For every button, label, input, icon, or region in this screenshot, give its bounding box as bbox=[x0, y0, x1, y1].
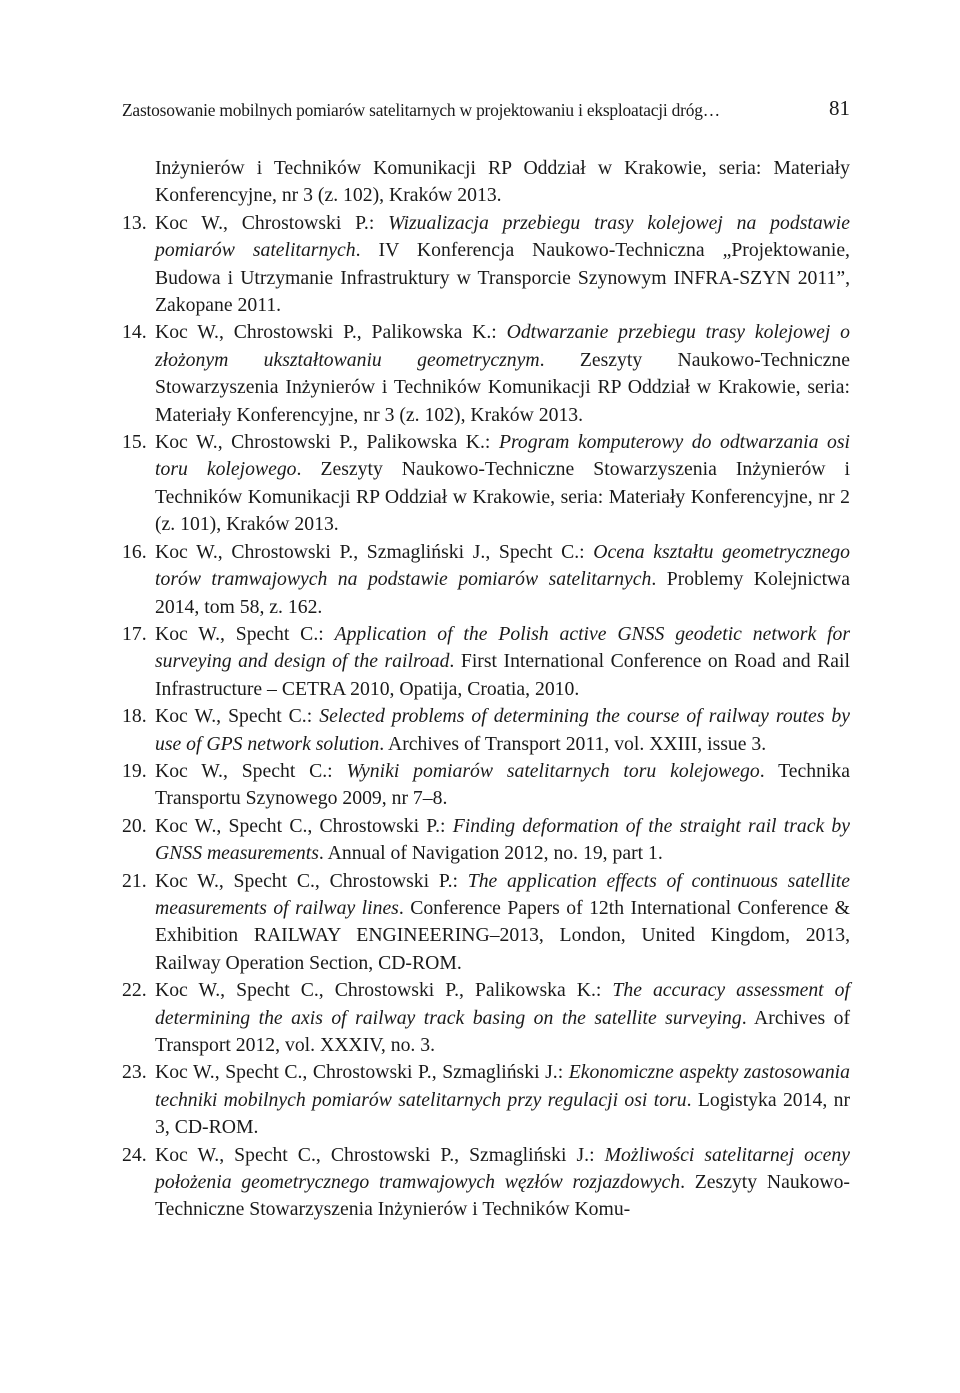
reference-source: Inżynierów i Techników Komunikacji RP Oddział w Krakowie, seria: Materiały Konferencyjne, nr 3 (z. 102), Kraków 2013. bbox=[155, 157, 850, 207]
reference-authors: Koc W., Specht C.: bbox=[155, 759, 347, 782]
reference-title: Finding deformation of the straight rail track by GNSS measurements bbox=[155, 814, 850, 865]
reference-source: . Zeszyty Naukowo-Techniczne Stowarzyszenia Inżynierów i Techników Komunikacji RP Oddział w Krakowie, seria: Materiały Konferencyjne, nr 2 (z. 101), Kraków 2013. bbox=[155, 458, 851, 536]
reference-authors: Koc W., Specht C.: bbox=[155, 622, 335, 645]
reference-number: 20. bbox=[122, 814, 147, 837]
reference-item-21 bbox=[122, 868, 850, 978]
reference-number: 17. bbox=[122, 622, 147, 645]
page-number: 81 bbox=[829, 96, 850, 120]
reference-source: . Zeszyty Naukowo-Techniczne Stowarzyszenia Inżynierów i Techników Komunikacji RP Oddział w Krakowie, seria: Materiały Konferencyjne, nr 3 (z. 102), Kraków 2013. bbox=[155, 348, 850, 426]
running-header bbox=[122, 96, 850, 126]
reference-number: 19. bbox=[122, 759, 147, 782]
reference-authors: Koc W., Chrostowski P., Palikowska K.: bbox=[155, 431, 499, 454]
reference-item-13 bbox=[122, 210, 850, 320]
reference-title: Program komputerowy do odtwarzania osi toru kolejowego bbox=[155, 431, 850, 481]
reference-title: Odtwarzanie przebiegu trasy kolejowej o złożonym ukształtowaniu geometrycznym bbox=[155, 321, 850, 371]
reference-authors: Koc W., Specht C.: bbox=[155, 705, 320, 728]
reference-source: . IV Konferencja Naukowo-Techniczna „Projektowanie, Budowa i Utrzymanie Infrastruktury w Transporcie Szynowym INFRA-SZYN 2011”, Zakopane 2011. bbox=[155, 239, 850, 317]
reference-source: . Technika Transportu Szynowego 2009, nr 7–8. bbox=[155, 759, 851, 810]
reference-item-20 bbox=[122, 813, 850, 868]
reference-number: 15. bbox=[122, 431, 147, 454]
reference-number: 23. bbox=[122, 1061, 147, 1084]
reference-title: Application of the Polish active GNSS geodetic network for surveying and design of the railroad bbox=[155, 622, 850, 673]
reference-source: . Conference Papers of 12th International Conference & Exhibition RAILWAY ENGINEERING–2013, London, United Kingdom, 2013, Railway Operation Section, CD-ROM. bbox=[155, 896, 850, 974]
reference-item-12-continued bbox=[122, 155, 850, 210]
reference-item-24 bbox=[122, 1142, 850, 1224]
reference-authors: Koc W., Chrostowski P.: bbox=[155, 211, 389, 234]
reference-title: The accuracy assessment of determining the axis of railway track basing on the satellite surveying bbox=[155, 979, 850, 1029]
reference-source: . Logistyka 2014, nr 3, CD-ROM. bbox=[155, 1088, 851, 1139]
reference-item-17 bbox=[122, 621, 850, 703]
reference-number: 18. bbox=[122, 705, 147, 728]
reference-authors: Koc W., Specht C., Chrostowski P.: bbox=[155, 814, 453, 837]
reference-title: Ekonomiczne aspekty zastosowania techniki mobilnych pomiarów satelitarnych przy regulacji osi toru bbox=[155, 1061, 850, 1111]
reference-number: 21. bbox=[122, 869, 147, 892]
reference-item-18 bbox=[122, 703, 850, 758]
reference-authors: Koc W., Specht C., Chrostowski P., Szmagliński J.: bbox=[155, 1143, 605, 1166]
reference-authors: Koc W., Chrostowski P., Palikowska K.: bbox=[155, 321, 507, 344]
reference-title: Możliwości satelitarnej oceny położenia geometrycznego tramwajowych węzłów rozjazdowych bbox=[155, 1143, 850, 1194]
reference-source: . Archives of Transport 2011, vol. XXIII, issue 3. bbox=[379, 732, 767, 755]
reference-item-23 bbox=[122, 1059, 850, 1141]
reference-source: . Zeszyty Naukowo-Techniczne Stowarzyszenia Inżynierów i Techników Komu- bbox=[155, 1171, 850, 1221]
reference-authors: Koc W., Specht C., Chrostowski P.: bbox=[155, 869, 468, 892]
reference-title: Selected problems of determining the course of railway routes by use of GPS network solution bbox=[155, 705, 850, 755]
reference-item-22 bbox=[122, 977, 850, 1059]
reference-list bbox=[122, 155, 850, 1224]
reference-source: . Archives of Transport 2012, vol. XXXIV, no. 3. bbox=[155, 1006, 850, 1056]
reference-title: Wyniki pomiarów satelitarnych toru kolejowego bbox=[346, 759, 760, 782]
reference-authors: Koc W., Chrostowski P., Szmagliński J., Specht C.: bbox=[155, 540, 594, 563]
reference-authors: Koc W., Specht C., Chrostowski P., Palikowska K.: bbox=[155, 979, 613, 1002]
reference-source: . First International Conference on Road and Rail Infrastructure – CETRA 2010, Opatija, Croatia, 2010. bbox=[155, 650, 850, 700]
reference-title: The application effects of continuous satellite measurements of railway lines bbox=[155, 869, 851, 919]
reference-item-16 bbox=[122, 539, 850, 621]
reference-number: 22. bbox=[122, 979, 147, 1002]
reference-item-15 bbox=[122, 429, 850, 539]
reference-number: 13. bbox=[122, 211, 147, 234]
reference-item-14 bbox=[122, 319, 850, 429]
reference-source: . Annual of Navigation 2012, no. 19, part 1. bbox=[318, 842, 663, 865]
reference-number: 16. bbox=[122, 540, 147, 563]
reference-item-19 bbox=[122, 758, 850, 813]
reference-title: Wizualizacja przebiegu trasy kolejowej na podstawie pomiarów satelitarnych bbox=[155, 211, 851, 262]
reference-title: Ocena kształtu geometrycznego torów tramwajowych na podstawie pomiarów satelitarnych bbox=[155, 540, 850, 591]
reference-authors: Koc W., Specht C., Chrostowski P., Szmagliński J.: bbox=[155, 1061, 569, 1084]
running-title: Zastosowanie mobilnych pomiarów satelitarnych w projektowaniu i eksploatacji dróg… bbox=[122, 100, 720, 120]
reference-number: 14. bbox=[122, 321, 147, 344]
reference-source: . Problemy Kolejnictwa 2014, tom 58, z. 162. bbox=[155, 568, 850, 618]
reference-number: 24. bbox=[122, 1143, 147, 1166]
